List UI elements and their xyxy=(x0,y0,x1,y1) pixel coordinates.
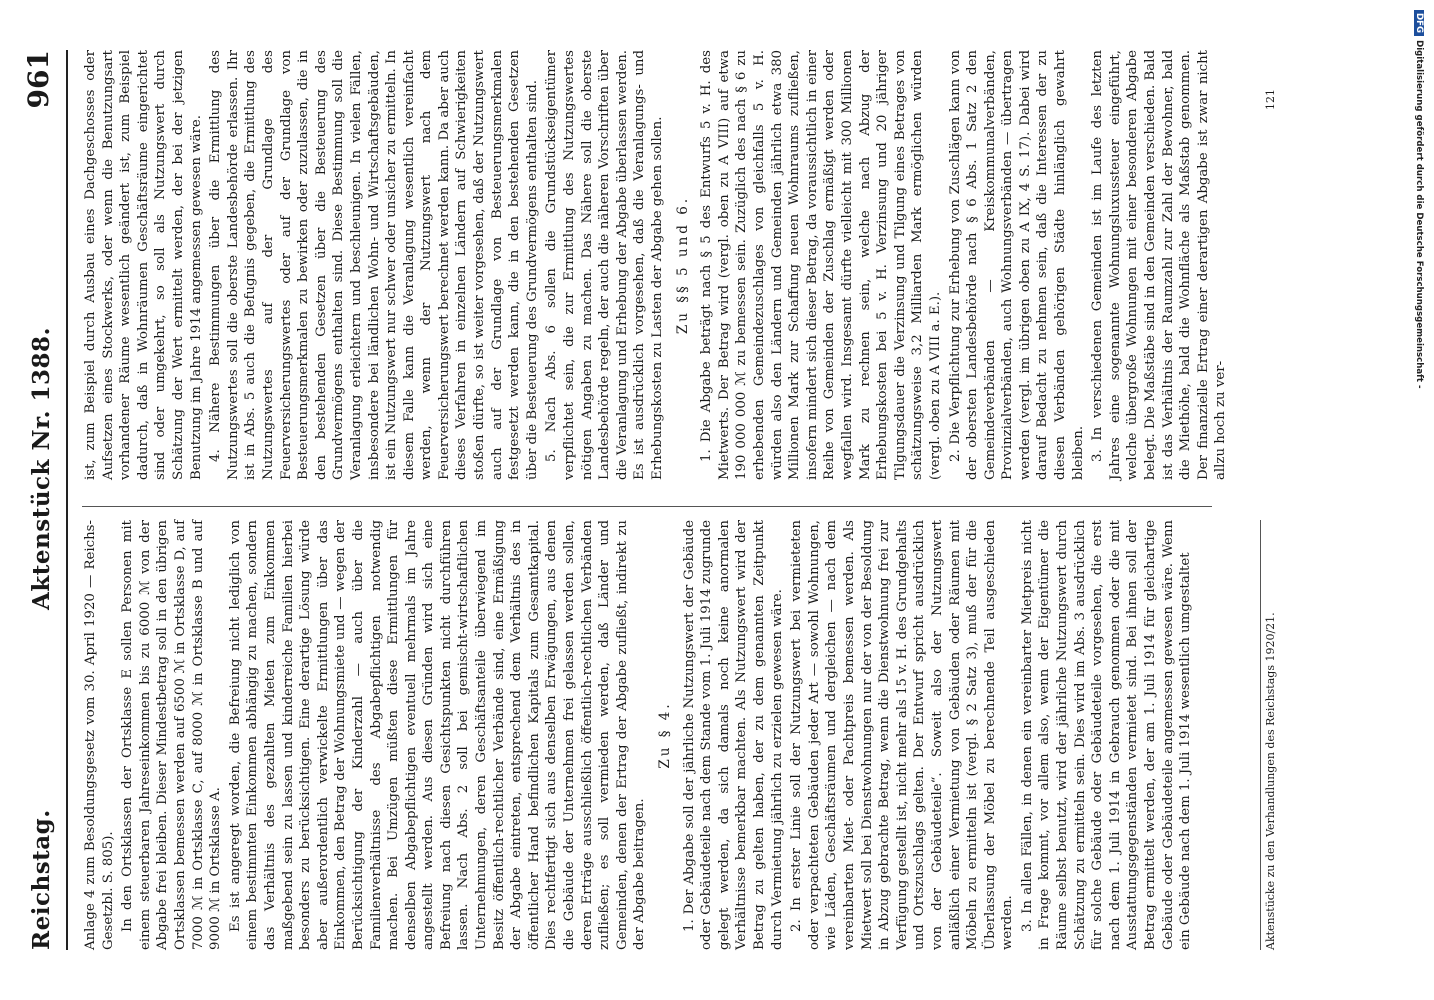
footer-sheet-number: 121 xyxy=(1264,89,1277,110)
left-column xyxy=(82,520,1197,950)
section-heading: Zu §§ 5 und 6. xyxy=(674,195,691,335)
header-reichstag: Reichstag. xyxy=(28,809,55,950)
paragraph: ist, zum Beispiel durch Ausbau eines Dachgeschosses oder Aufsetzen eines Stockwerks, oder wenn die Benutzungsart vorhandener Räume wesentlich geändert ist, zum Beispiel dadurch, daß in Wohnräumen Geschäftsräume eingerichtet sind oder umgekehrt, so soll als Nutzungswert durch Schätzung der Wert ermittelt werden, der bei der jetzigen Benutzung im Jahre 1914 angemessen gewesen wäre. xyxy=(83,50,204,480)
sidebar-credit xyxy=(1414,10,1424,389)
paragraph: 2. Die Verpflichtung zur Erhebung von Zuschlägen kann von der obersten Landesbehörde nach § 6 Abs. 1 Satz 2 den Gemeindeverbänden — Kreiskommunalverbänden, Provinzialverbänden, auch Wohnungsverbänden — übertragen werden (vergl. im übrigen oben zu A IX, 4 S. 17). Dabei wird darauf Bedacht zu nehmen sein, daß die Interessen der zu diesen Verbänden gehörigen Städte hinlänglich gewahrt bleiben. xyxy=(947,50,1086,480)
header-document-title: Aktenstück Nr. 1388. xyxy=(28,326,55,610)
column-divider xyxy=(82,506,1212,507)
paragraph: Es ist angeregt worden, die Befreiung nicht lediglich von einem bestimmten Einkommen abhängig zu machen, sondern das Verhältnis des gezahlten Mieten zum Einkommen maßgebend sein zu lassen und kinderreiche Familien hierbei besonders zu berücksichtigen. Eine derartige Lösung würde aber außerordentlich verwickelte Ermittlungen über das Einkommen, den Betrag der Wohnungsmiete und — wegen der Berücksichtigung der Kinderzahl — auch über die Familienverhältnisse des Abgabepflichtigen notwendig machen. Bei Umzügen müßten diese Ermittlungen für denselben Abgabepflichtigen eventuell mehrmals im Jahre angestellt werden. Aus diesen Gründen wird sich eine Befreiung nach diesen Gesichtspunkten nicht durchführen lassen. Nach Abs. 2 soll bei gemischt-wirtschaftlichen Unternehmungen, deren Geschäftsanteile überwiegend im Besitz öffentlich-rechtlicher Verbände sind, eine Ermäßigung der Abgabe eintreten, entsprechend dem Verhältnis des in öffentlicher Hand befindlichen Kapitals zum Gesamtkapital. Dies rechtfertigt sich aus denselben Erwägungen, aus denen die Gebäude der Unternehmen frei gelassen werden sollen, deren Erträge ausschließlich öffentlich-rechtlichen Verbänden zufließen; es soll vermieden werden, daß Länder und Gemeinden, denen der Ertrag der Abgabe zufließt, indirekt zu der Abgabe beitragen. xyxy=(227,520,648,950)
section-heading: Zu § 4. xyxy=(657,701,673,769)
header-page-number: 961 xyxy=(22,50,55,109)
digitization-sidebar xyxy=(1410,10,1430,990)
paragraph: Anlage 4 zum Besoldungsgesetz vom 30. April 1920 — Reichs-Gesetzbl. S. 805). xyxy=(83,520,116,950)
paragraph: 2. In erster Linie soll der Nutzungswert bei vermieteten oder verpachteten Gebäuden jeder Art — sowohl Wohnungen, wie Läden, Geschäftsräumen und dergleichen — nach dem vereinbarten Miet- oder Pachtpreis bemessen werden. Als Mietwert soll bei Dienstwohnungen nur der von der Besoldung in Abzug gebrachte Betrag, wenn die Dienstwohnung frei zur Verfügung gestellt ist, nicht mehr als 15 v. H. des Grundgehalts und Ortszuschlags gelten. Der Entwurf spricht ausdrücklich von der Gebäudeteile“. Soweit also der Nutzungswert anläßlich einer Vermietung von Gebäuden oder Räumen mit Möbeln zu ermitteln ist (vergl. § 2 Satz 3), muß der für die Überlassung der Möbel zu berechnende Teil ausgeschieden werden. xyxy=(789,519,1016,950)
paragraph: 3. In verschiedenen Gemeinden ist im Laufe des letzten Jahres eine sogenannte Wohnungsluxussteuer eingeführt, welche übergroße Wohnungen mit einer besonderen Abgabe belegt. Die Maßstäbe sind in den Gemeinden verschieden. Bald ist das Verhältnis der Raumzahl zur Zahl der Bewohner, bald die Miethöhe, bald die Wohnfläche als Maßstab genommen. Der finanzielle Ertrag einer derartigen Abgabe ist zwar nicht allzu hoch zu ver- xyxy=(1090,50,1229,480)
footnote: Aktenstücke zu den Verhandlungen des Reichstags 1920/21. xyxy=(1264,612,1277,950)
footnote-divider xyxy=(1260,520,1261,950)
paragraph: 3. In allen Fällen, in denen ein vereinbarter Mietpreis nicht in Frage kommt, vor allem also, wenn der Eigentümer die Räume selbst benutzt, wird der jährliche Nutzungswert durch Schätzung zu ermitteln sein. Dies wird im Abs. 3 ausdrücklich für solche Gebäude oder Gebäudeteile vorgesehen, die erst nach dem 1. Juli 1914 in Gebrauch genommen oder die mit Ausstattungsgegenständen vermietet sind. Bei ihnen soll der Betrag ermittelt werden, der am 1. Juli 1914 für gleichartige Gebäude oder Gebäudeteile angemessen gewesen wäre. Wenn ein Gebäude nach dem 1. Juli 1914 wesentlich umgestaltet xyxy=(1019,520,1194,950)
rotated-page xyxy=(2,30,1402,970)
page-header xyxy=(22,50,62,950)
paragraph: 1. Die Abgabe beträgt nach § 5 des Entwurfs 5 v. H. des Mietwerts. Der Betrag wird (vergl. oben zu A VIII) auf etwa 190 000 000 ℳ zu bemessen sein. Zuzüglich des nach § 6 zu erhebenden Gemeindezuschlages von gleichfalls 5 v. H. würden also den Ländern und Gemeinden jährlich etwa 380 Millionen Mark zur Schaffung neuen Wohnraums zufließen, insofern mindert sich dieser Betrag, da voraussichtlich in einer Reihe von Gemeinden der Zuschlag ermäßigt werden oder wegfallen wird. Insgesamt dürfte vielleicht mit 300 Millionen Mark zu rechnen sein, welche nach Abzug der Erhebungskosten bei 5 v. H. Verzinsung und 20 jähriger Tilgungsdauer die Verzinsung und Tilgung eines Betrages von schätzungsweise 3,2 Milliarden Mark ermöglichen würden (vergl. oben zu A VIII a. E.). xyxy=(699,50,943,480)
paragraph: 5. Nach Abs. 6 sollen die Grundstückseigentümer verpflichtet sein, die zur Ermittlung des Nutzungswertes nötigen Angaben zu machen. Das Nähere soll die oberste Landesbehörde regeln, der auch die näheren Vorschriften über die Veranlagung und Erhebung der Abgabe überlassen werden. Es ist ausdrücklich vorgesehen, daß die Veranlagungs- und Erhebungskosten zu Lasten der Abgabe gehen sollen. xyxy=(544,50,665,480)
paragraph: 1. Der Abgabe soll der jährliche Nutzungswert der Gebäude oder Gebäudeteile nach dem Stande vom 1. Juli 1914 zugrunde gelegt werden, da sich damals noch keine anormalen Verhältnisse bemerkbar machten. Als Nutzungswert wird der Betrag zu gelten haben, der zu dem genannten Zeitpunkt durch Vermietung jährlich zu erzielen gewesen wäre. xyxy=(681,520,785,950)
right-column xyxy=(82,50,1232,480)
sidebar-text: Digitalisierung gefördert durch die Deutsche Forschungsgemeinschaft - xyxy=(1414,40,1424,389)
paragraph: 4. Nähere Bestimmungen über die Ermittlung des Nutzungswertes soll die oberste Landesbehörde erlassen. Ihr ist in Abs. 5 auch die Befugnis gegeben, die Ermittlung des Nutzungswertes auf der Grundlage des Feuerversicherungswertes oder auf der Grundlage von Besteuerungsmerkmalen zu bewirken oder zuzulassen, die in den bestehenden Gesetzen über die Besteuerung des Grundvermögens enthalten sind. Diese Bestimmung soll die Veranlagung erleichtern und beschleunigen. In vielen Fällen, insbesondere bei ländlichen Wohn- und Wirtschaftsgebäuden, ist ein Nutzungswert nur schwer oder unsicher zu ermitteln. In diesem Falle kann die Veranlagung wesentlich vereinfacht werden, wenn der Nutzungswert nach dem Feuerversicherungswert berechnet werden kann. Da aber auch dieses Verfahren in einzelnen Ländern auf Schwierigkeiten stoßen dürfte, so ist weiter vorgesehen, daß der Nutzungswert auch auf der Grundlage von Besteuerungsmerkmalen festgesetzt werden kann, die in den bestehenden Gesetzen über die Besteuerung des Grundvermögens enthalten sind. xyxy=(208,50,540,480)
dfg-logo: DFG xyxy=(1414,10,1424,36)
paragraph: In den Ortsklassen der Ortsklasse E sollen Personen mit einem steuerbaren Jahreseinkommen bis zu 6000 ℳ von der Abgabe frei bleiben. Dieser Mindestbetrag soll in den übrigen Ortsklassen bemessen werden auf 6500 ℳ in Ortsklasse D, auf 7000 ℳ in Ortsklasse C, auf 8000 ℳ in Ortsklasse B und auf 9000 ℳ in Ortsklasse A. xyxy=(120,520,224,950)
header-divider xyxy=(66,50,68,950)
